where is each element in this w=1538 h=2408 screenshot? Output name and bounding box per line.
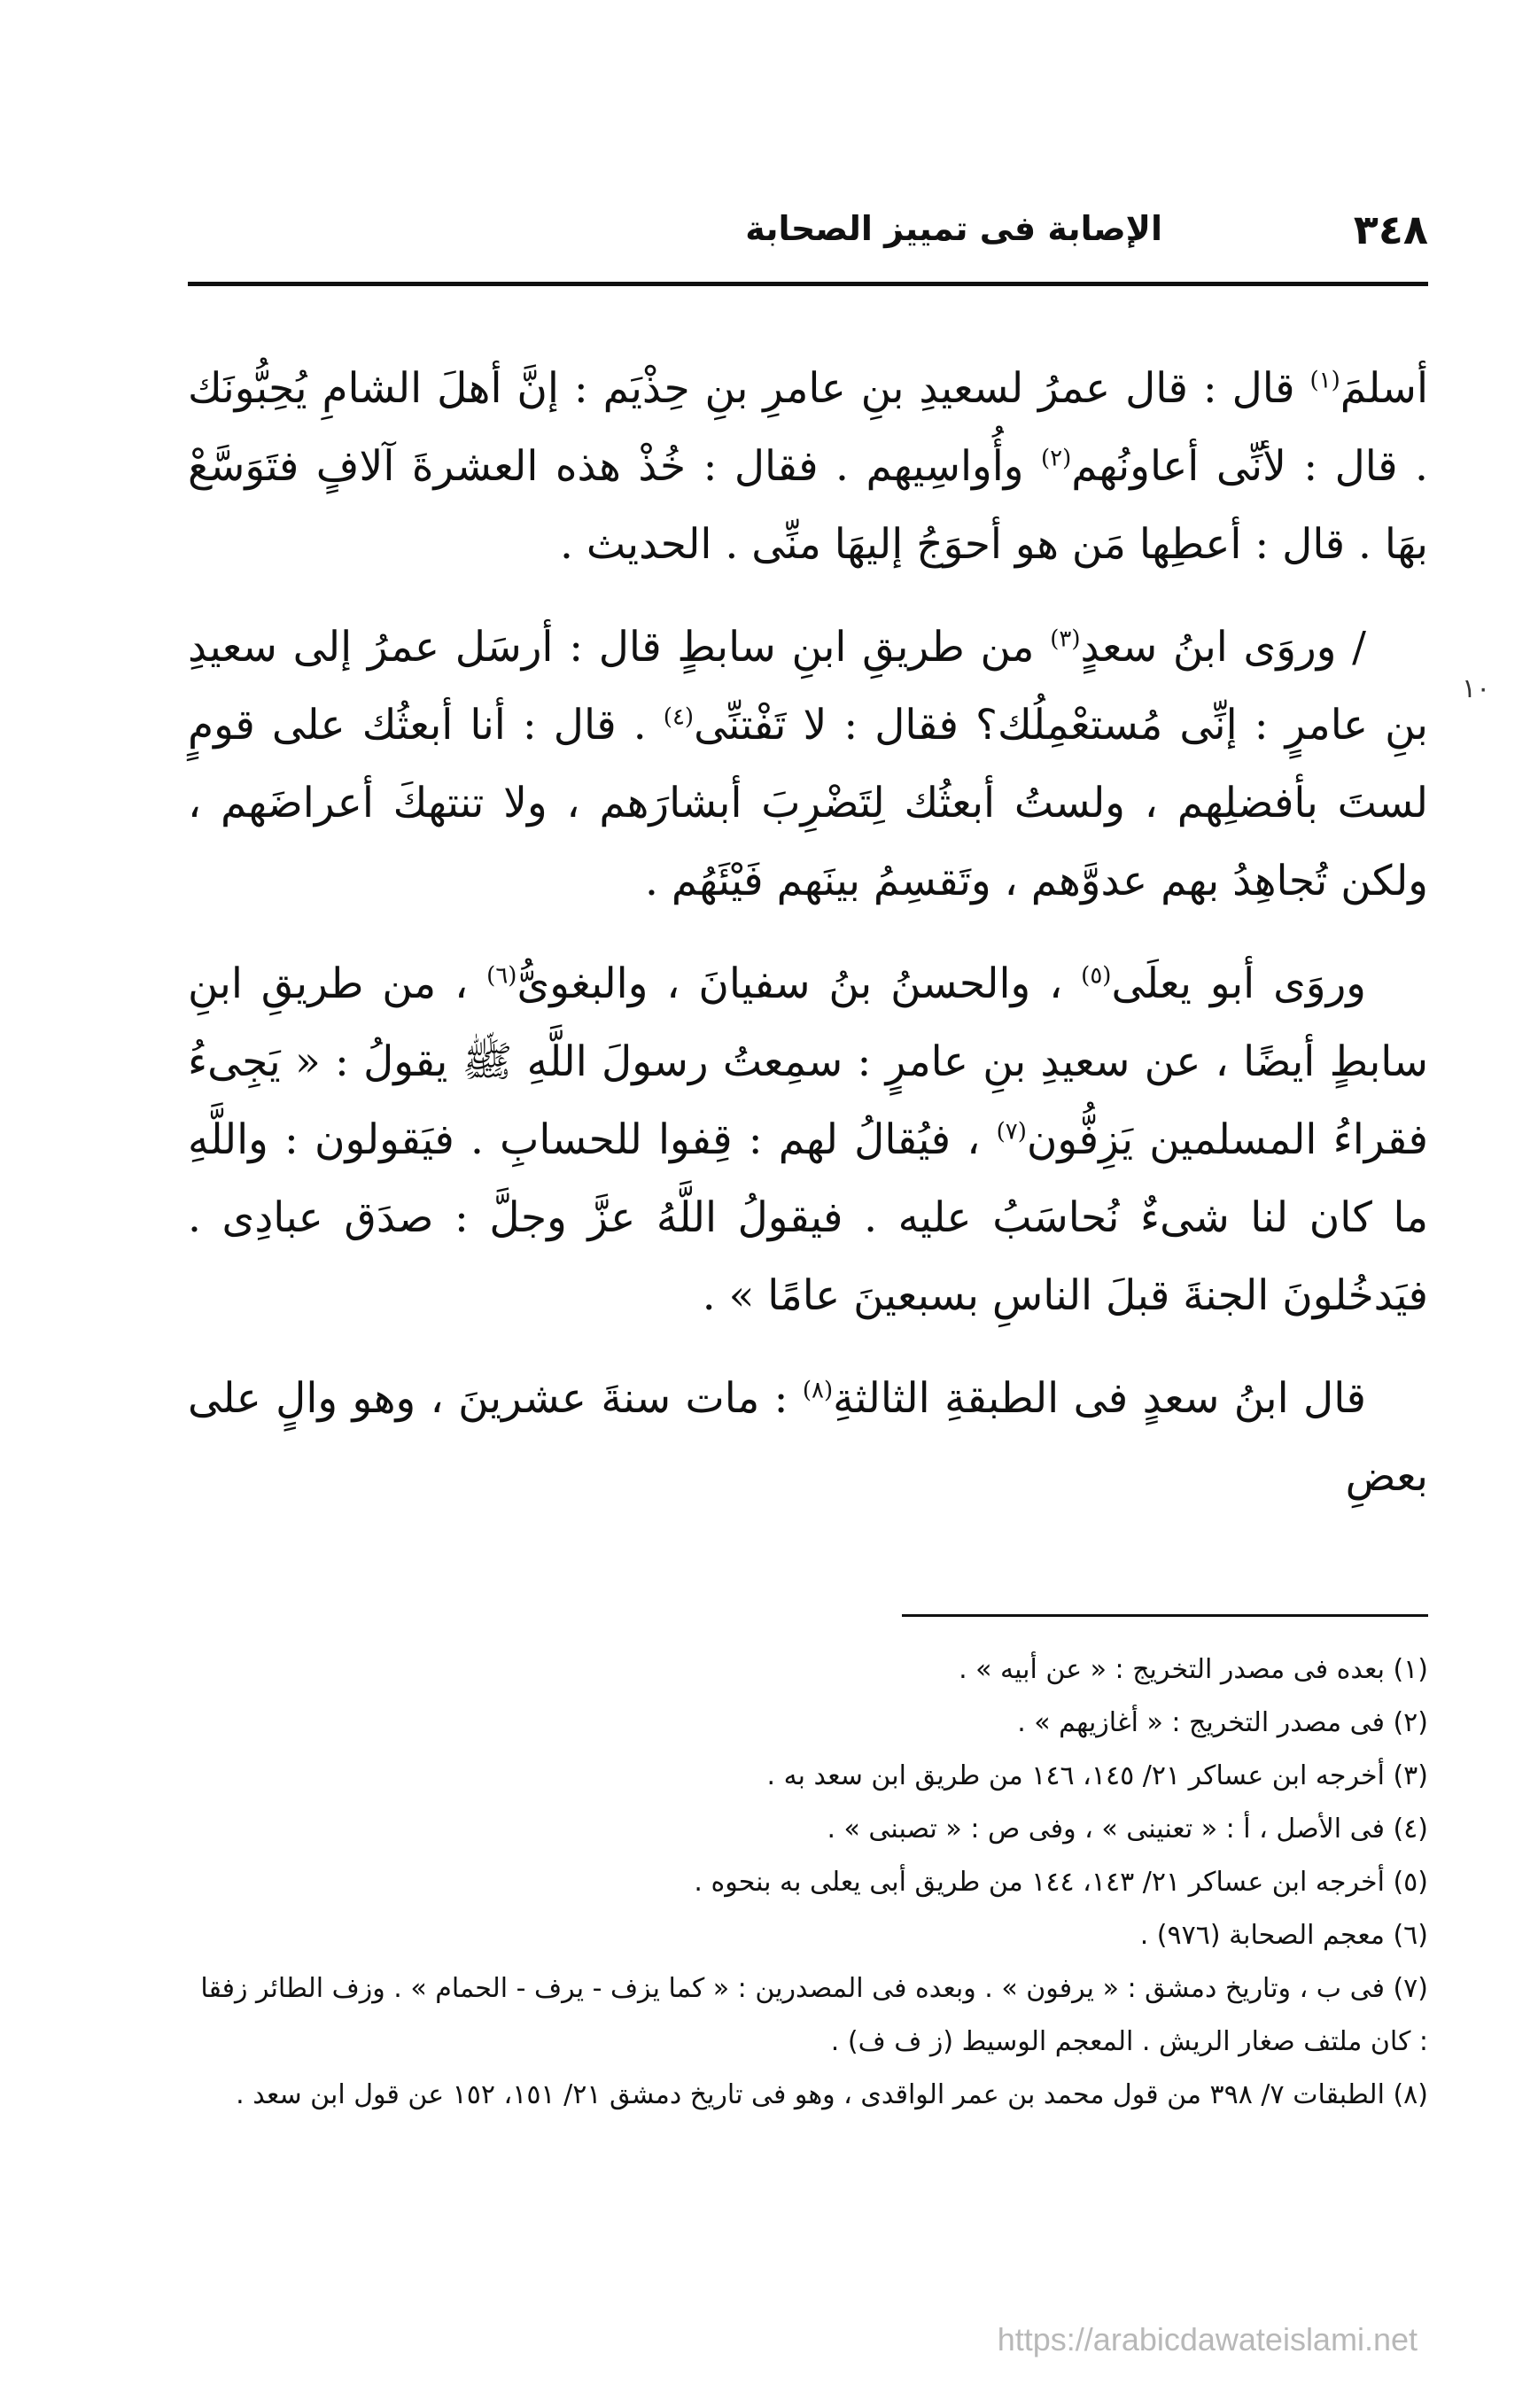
footnote-4: (٤) فى الأصل ، أ : « تعنينى » ، وفى ص : « تصبنى » . [827, 1814, 1428, 1845]
footnote-8: (٨) الطبقات ٧/ ٣٩٨ من قول محمد بن عمر الواقدى ، وهو فى تاريخ دمشق ٢١/ ١٥١، ١٥٢ عن قول ابن سعد . [236, 2079, 1428, 2110]
text-segment: أسلمَ [1340, 364, 1428, 413]
footnote-6: (٦) معجم الصحابة (٩٧٦) . [1139, 1920, 1428, 1951]
footnote-ref-7: (٧) [996, 1118, 1027, 1146]
text-segment: ، والحسنُ بنُ سفيانَ ، والبغوىُّ [517, 959, 1082, 1008]
line-marker: ١٠ [1462, 673, 1491, 704]
footnote-ref-6: (٦) [486, 962, 517, 990]
text-segment: قال ابنُ سعدٍ فى الطبقةِ الثالثةِ [833, 1374, 1366, 1423]
page-header [188, 206, 1428, 268]
footnote-2: (٢) فى مصدر التخريج : « أغازيهم » . [1017, 1707, 1428, 1738]
footnote-3: (٣) أخرجه ابن عساكر ٢١/ ١٤٥، ١٤٦ من طريق ابن سعد به . [766, 1760, 1428, 1791]
footnotes [188, 1643, 1428, 2122]
footnote-ref-4: (٤) [663, 703, 695, 731]
text-segment: ، فيُقالُ لهم : قِفوا للحسابِ . فيَقولون : واللَّهِ ما كان لنا شىءٌ نُحاسَبُ عليه . فيقولُ اللَّهُ عزَّ وجلَّ : صدَق عبادِى . فيَدخُلونَ الجنةَ قبلَ الناسِ بسبعينَ عامًا » . [188, 1115, 1428, 1320]
paragraph-1 [188, 350, 1428, 584]
watermark-url: https://arabicdawateislami.net [997, 2321, 1418, 2358]
footnote-ref-1: (١) [1309, 367, 1340, 394]
book-title: الإصابة فى تمييز الصحابة [745, 209, 1162, 248]
footnote-rule [902, 1614, 1428, 1617]
header-rule [188, 282, 1428, 286]
paragraph-3 [188, 945, 1428, 1335]
text-segment: : مات سنةَ عشرينَ ، وهو والٍ على بعضِ [188, 1374, 1428, 1501]
text-segment: ، من طريقِ ابنِ سابطٍ أيضًا ، عن سعيدِ بنِ عامرٍ : سمِعتُ رسولَ اللَّهِ ﷺ يقولُ : « يَجِىءُ فقراءُ المسلمين يَزِفُّون [188, 959, 1428, 1164]
text-segment: . قال : أنا أبعثُك على قومٍ لستَ بأفضلِهم ، ولستُ أبعثُك لِتَضْرِبَ أبشارَهم ، ولا تنتهكَ أعراضَهم ، ولكن تُجاهِدُ بهم عدوَّهم ، وتَقسِمُ بينَهم فَيْئَهُم . [188, 701, 1428, 905]
footnote-ref-2: (٢) [1040, 445, 1072, 472]
footnote-1: (١) بعده فى مصدر التخريج : « عن أبيه » . [959, 1654, 1428, 1685]
text-segment: قال : قال عمرُ لسعيدِ بنِ عامرِ بنِ حِذْيَم : إنَّ أهلَ الشامِ يُحِبُّونَك . قال : لأنِّى أعاونُهم [188, 364, 1428, 491]
paragraph-4 [188, 1360, 1428, 1516]
paragraph-2 [188, 609, 1428, 920]
footnote-5: (٥) أخرجه ابن عساكر ٢١/ ١٤٣، ١٤٤ من طريق أبى يعلى به بنحوه . [694, 1867, 1428, 1898]
text-segment: / وروَى ابنُ سعدٍ [1080, 623, 1366, 672]
footnote-ref-3: (٣) [1050, 625, 1081, 653]
main-text [188, 350, 1428, 1541]
footnote-ref-8: (٨) [802, 1377, 834, 1404]
footnote-7: (٧) فى ب ، وتاريخ دمشق : « يرفون » . وبعده فى المصدرين : « كما يزف - يرف - الحمام » . وزف الطائر زفقا : كان ملتف صغار الريش . المعجم الوسيط (ز ف ف) . [200, 1973, 1428, 2057]
footnote-ref-5: (٥) [1081, 962, 1112, 990]
text-segment: من طريقِ ابنِ سابطٍ قال : أرسَل عمرُ إلى سعيدِ بنِ عامرٍ : إنِّى مُستعْمِلُك؟ فقال : لا تَفْتنِّى [188, 623, 1428, 750]
text-segment: وروَى أبو يعلَى [1111, 959, 1366, 1008]
page-number: ٣٤٨ [1353, 206, 1428, 253]
text-segment: وأُواسِيهم . فقال : خُذْ هذه العشرةَ آلافٍ فتَوَسَّعْ بهَا . قال : أعطِها مَن هو أحوَجُ إليهَا منِّى . الحديث . [188, 442, 1428, 569]
